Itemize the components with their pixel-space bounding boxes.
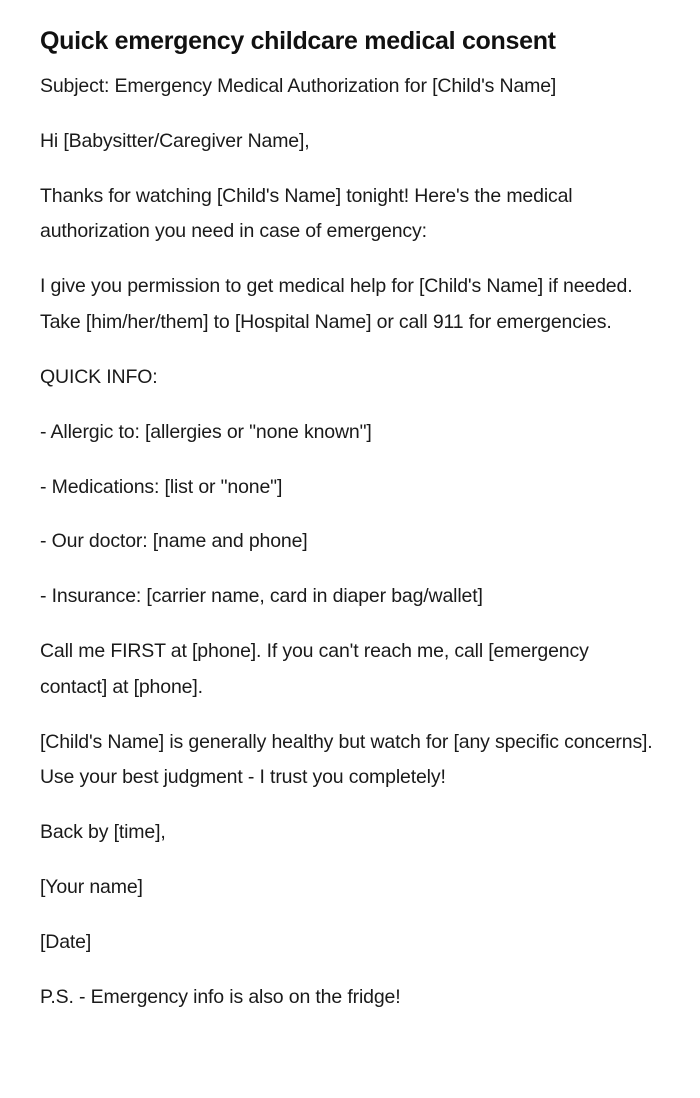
signature-name: [Your name] xyxy=(40,876,143,898)
info-doctor: - Our doctor: [name and phone] xyxy=(40,530,308,553)
closing-line: Back by [time], xyxy=(40,821,166,844)
signature-date: [Date] xyxy=(40,930,92,953)
info-insurance: - Insurance: [carrier name, card in diaper bag/wallet] xyxy=(40,585,483,608)
quick-info-heading: QUICK INFO: xyxy=(40,365,158,388)
health-paragraph: [Child's Name] is generally healthy but watch for [any specific concerns]. Use your best judgment - I trust you completely! xyxy=(40,730,658,789)
subject-line: Subject: Emergency Medical Authorization for [Child's Name] xyxy=(40,75,557,97)
contact-paragraph: Call me FIRST at [phone]. If you can't reach me, call [emergency contact] at [phone]. xyxy=(40,640,594,698)
info-medications: - Medications: [list or "none"] xyxy=(40,475,283,498)
intro-paragraph: Thanks for watching [Child's Name] tonight! Here's the medical authorization you need in case of emergency: xyxy=(40,184,578,243)
info-allergies: - Allergic to: [allergies or "none known"] xyxy=(40,420,372,443)
permission-paragraph: I give you permission to get medical help for [Child's Name] if needed. Take [him/her/them] to [Hospital Name] or call 911 for emergencies. xyxy=(40,275,638,333)
document-title: Quick emergency childcare medical consent xyxy=(40,27,556,55)
postscript: P.S. - Emergency info is also on the fridge! xyxy=(40,985,401,1008)
greeting: Hi [Babysitter/Caregiver Name], xyxy=(40,129,310,152)
